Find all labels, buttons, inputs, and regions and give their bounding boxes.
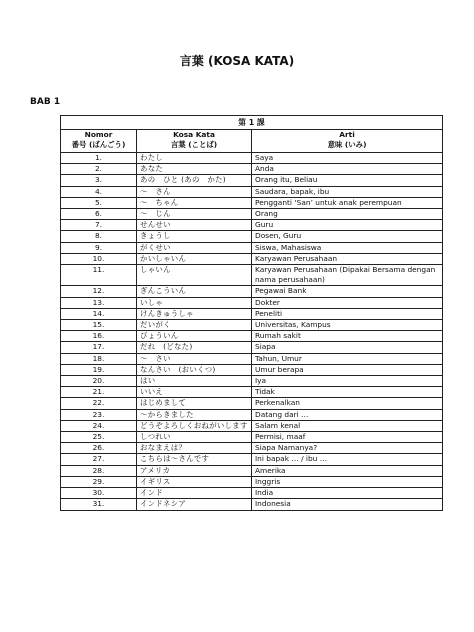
vocab-word: わたし <box>137 153 252 164</box>
lesson-title: 第 1 課 <box>61 116 443 130</box>
table-row <box>61 465 443 476</box>
table-row <box>61 253 443 264</box>
section-heading: BAB 1 <box>30 97 61 107</box>
row-number: 7. <box>61 220 137 231</box>
row-number: 30. <box>61 488 137 499</box>
vocab-word: ～ じん <box>137 209 252 220</box>
vocab-word: きょうし <box>137 231 252 242</box>
vocab-meaning: Amerika <box>252 465 443 476</box>
row-number: 29. <box>61 476 137 487</box>
table-row <box>61 175 443 186</box>
row-number: 19. <box>61 364 137 375</box>
vocab-meaning: Perkenalkan <box>252 398 443 409</box>
table-row <box>61 209 443 220</box>
vocab-meaning: Pengganti ‘San’ untuk anak perempuan <box>252 197 443 208</box>
table-row <box>61 197 443 208</box>
table-row <box>61 432 443 443</box>
table-row <box>61 220 443 231</box>
vocab-meaning: Umur berapa <box>252 364 443 375</box>
page-title: 言葉 (KOSA KATA) <box>179 54 295 68</box>
vocab-meaning: Saudara, bapak, ibu <box>252 186 443 197</box>
table-row <box>61 320 443 331</box>
row-number: 3. <box>61 175 137 186</box>
vocab-word: いいえ <box>137 387 252 398</box>
vocab-word: ～からきました <box>137 409 252 420</box>
row-number: 28. <box>61 465 137 476</box>
vocab-meaning: Inggris <box>252 476 443 487</box>
vocab-meaning: Iya <box>252 376 443 387</box>
vocab-word: おなまえは？ <box>137 443 252 454</box>
column-header-number <box>61 130 137 153</box>
vocab-meaning: Tidak <box>252 387 443 398</box>
vocab-meaning: Salam kenal <box>252 420 443 431</box>
vocab-word: どうぞよろしくおねがいします <box>137 420 252 431</box>
column-header-line: 言葉 (ことば) <box>170 140 218 149</box>
row-number: 17. <box>61 342 137 353</box>
table-row <box>61 342 443 353</box>
vocab-word: いしゃ <box>137 297 252 308</box>
vocab-word: しつれい <box>137 432 252 443</box>
row-number: 20. <box>61 376 137 387</box>
vocab-word: はい <box>137 376 252 387</box>
vocab-word: ～ さん <box>137 186 252 197</box>
row-number: 12. <box>61 286 137 297</box>
vocab-word: だいがく <box>137 320 252 331</box>
row-number: 31. <box>61 499 137 510</box>
vocab-word: だれ (どなた) <box>137 342 252 353</box>
column-header-row <box>61 130 443 153</box>
row-number: 27. <box>61 454 137 465</box>
vocab-word: イギリス <box>137 476 252 487</box>
vocab-word: ぎんこういん <box>137 286 252 297</box>
row-number: 11. <box>61 265 137 286</box>
vocab-word: ～ さい <box>137 353 252 364</box>
row-number: 9. <box>61 242 137 253</box>
vocab-meaning: Universitas, Kampus <box>252 320 443 331</box>
vocab-meaning: Peneliti <box>252 308 443 319</box>
table-row <box>61 242 443 253</box>
table-row <box>61 420 443 431</box>
row-number: 14. <box>61 308 137 319</box>
table-row <box>61 308 443 319</box>
column-header-line: Nomor <box>84 130 113 139</box>
table-row <box>61 186 443 197</box>
column-header-line: 意味 (いみ) <box>327 140 367 149</box>
table-row <box>61 153 443 164</box>
vocab-meaning: Pegawai Bank <box>252 286 443 297</box>
column-header-meaning <box>252 130 443 153</box>
vocab-meaning: Karyawan Perusahaan (Dipakai Bersama dengan nama perusahaan) <box>252 265 443 286</box>
vocab-word: かいしゃいん <box>137 253 252 264</box>
row-number: 16. <box>61 331 137 342</box>
row-number: 6. <box>61 209 137 220</box>
vocab-word: はじめまして <box>137 398 252 409</box>
vocab-word: こちらは～さんです <box>137 454 252 465</box>
table-row <box>61 488 443 499</box>
vocab-word: あの ひと (あの かた) <box>137 175 252 186</box>
vocab-meaning: Saya <box>252 153 443 164</box>
row-number: 18. <box>61 353 137 364</box>
column-header-line: Kosa Kata <box>173 130 215 139</box>
vocab-meaning: Siswa, Mahasiswa <box>252 242 443 253</box>
table-row <box>61 376 443 387</box>
row-number: 21. <box>61 387 137 398</box>
vocab-word: がくせい <box>137 242 252 253</box>
table-row <box>61 265 443 286</box>
column-header-vocabulary <box>137 130 252 153</box>
vocab-meaning: Orang itu, Beliau <box>252 175 443 186</box>
vocab-meaning: Karyawan Perusahaan <box>252 253 443 264</box>
table-row <box>61 476 443 487</box>
table-row <box>61 398 443 409</box>
table-row <box>61 443 443 454</box>
vocab-word: びょういん <box>137 331 252 342</box>
vocab-meaning: Datang dari … <box>252 409 443 420</box>
vocab-word: アメリカ <box>137 465 252 476</box>
table-row <box>61 387 443 398</box>
vocab-word: しゃいん <box>137 265 252 286</box>
vocabulary-table <box>60 115 443 511</box>
vocab-word: インドネシア <box>137 499 252 510</box>
row-number: 23. <box>61 409 137 420</box>
row-number: 2. <box>61 164 137 175</box>
vocab-word: なんさい (おいくつ) <box>137 364 252 375</box>
vocab-meaning: Orang <box>252 209 443 220</box>
row-number: 22. <box>61 398 137 409</box>
table-row <box>61 454 443 465</box>
table-row <box>61 164 443 175</box>
vocab-meaning: Guru <box>252 220 443 231</box>
table-row <box>61 364 443 375</box>
row-number: 24. <box>61 420 137 431</box>
vocab-meaning: India <box>252 488 443 499</box>
vocab-meaning: Anda <box>252 164 443 175</box>
row-number: 8. <box>61 231 137 242</box>
row-number: 4. <box>61 186 137 197</box>
vocab-meaning: Rumah sakit <box>252 331 443 342</box>
vocab-word: ～ ちゃん <box>137 197 252 208</box>
vocabulary-table-body <box>61 153 443 511</box>
column-header-line: 番号 (ばんごう) <box>71 140 126 149</box>
vocab-meaning: Siapa <box>252 342 443 353</box>
row-number: 10. <box>61 253 137 264</box>
vocab-meaning: Ini bapak … / ibu … <box>252 454 443 465</box>
table-row <box>61 231 443 242</box>
vocab-word: せんせい <box>137 220 252 231</box>
column-header-line: Arti <box>339 130 355 139</box>
row-number: 5. <box>61 197 137 208</box>
vocab-meaning: Dosen, Guru <box>252 231 443 242</box>
vocab-word: けんきゅうしゃ <box>137 308 252 319</box>
vocab-meaning: Siapa Namanya? <box>252 443 443 454</box>
lesson-header-row <box>61 116 443 130</box>
row-number: 15. <box>61 320 137 331</box>
vocab-meaning: Dokter <box>252 297 443 308</box>
table-row <box>61 297 443 308</box>
table-row <box>61 286 443 297</box>
vocab-meaning: Tahun, Umur <box>252 353 443 364</box>
row-number: 1. <box>61 153 137 164</box>
vocab-meaning: Indonesia <box>252 499 443 510</box>
row-number: 26. <box>61 443 137 454</box>
vocab-meaning: Permisi, maaf <box>252 432 443 443</box>
row-number: 25. <box>61 432 137 443</box>
table-row <box>61 409 443 420</box>
vocab-word: あなた <box>137 164 252 175</box>
table-row <box>61 499 443 510</box>
table-row <box>61 331 443 342</box>
table-row <box>61 353 443 364</box>
vocab-word: インド <box>137 488 252 499</box>
row-number: 13. <box>61 297 137 308</box>
